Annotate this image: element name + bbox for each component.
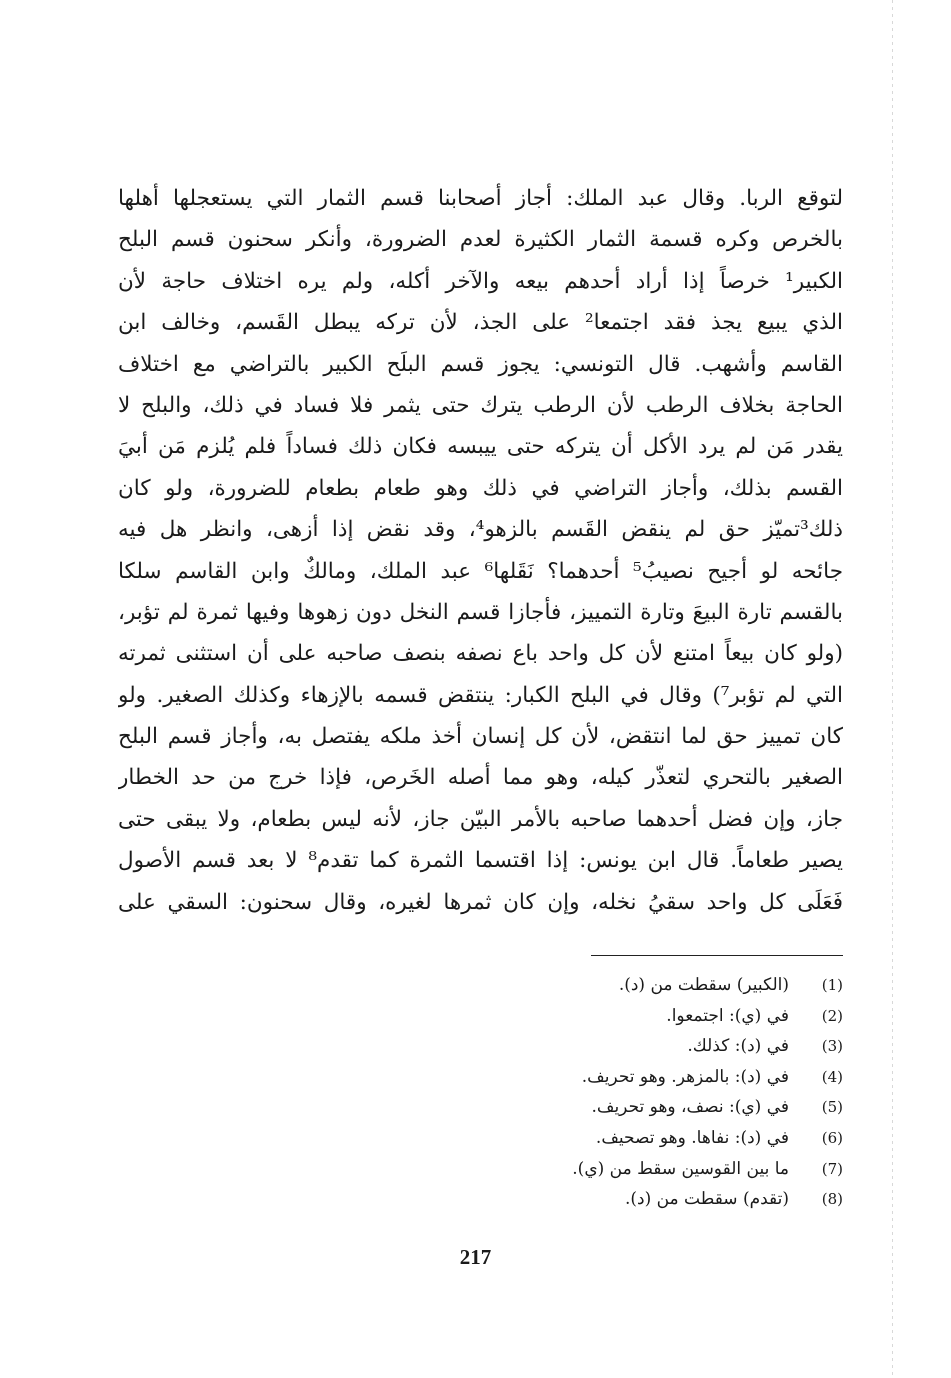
footnote-item bbox=[283, 1062, 843, 1093]
text-line: يصير طعاماً. قال ابن يونس: إذا اقتسما الثمرة كما تقدم⁸ لا بعد قسم الأصول bbox=[118, 848, 843, 874]
footnote-item bbox=[283, 1154, 843, 1185]
footnote-number: (5) bbox=[821, 1098, 843, 1117]
footnote-number: (2) bbox=[821, 1006, 843, 1025]
text-line: بالخرص وكره قسمة الثمار الكثيرة لعدم الضرورة، وأنكر سحنون قسم البلح bbox=[118, 227, 843, 253]
footnote-item bbox=[283, 1123, 843, 1154]
footnote-item bbox=[283, 1001, 843, 1032]
scan-gutter-line bbox=[892, 0, 893, 1378]
text-line: الذي يبيع يجذ فقد اجتمعا² على الجذ، لأن تركه يبطل القَسم، وخالف ابن bbox=[118, 310, 843, 336]
footnote-text: (الكبير) سقطت من (د). bbox=[618, 975, 789, 995]
footnote-number: (4) bbox=[821, 1067, 843, 1086]
footnote-text: في (د): بالمزهر. وهو تحريف. bbox=[581, 1066, 789, 1087]
footnote-text: ما بين القوسين سقط من (ي). bbox=[572, 1158, 789, 1179]
text-line: الصغير بالتحري لتعذّر كيله، وهو مما أصله الخَرص، فإذا خرج من حد الخطار bbox=[118, 765, 843, 791]
text-line: ذلك³تميّز حق لم ينقض القَسم بالزهو⁴، وقد نقض إذا أزهى، وانظر هل فيه bbox=[118, 517, 843, 543]
footnote-number: (6) bbox=[821, 1128, 843, 1147]
text-line: فَعَلَى كل واحد سقيُ نخله، وإن كان ثمرها لغيره، وقال سحنون: السقي على bbox=[118, 889, 843, 915]
text-line: الحاجة بخلاف الرطب لأن الرطب يترك حتى يثمر فلا فساد في ذلك، والبلح لا bbox=[118, 392, 843, 418]
footnote-number: (8) bbox=[821, 1190, 843, 1209]
text-line: القاسم وأشهب. قال التونسي: يجوز قسم البلَح الكبير بالتراضي مع اختلاف bbox=[118, 351, 843, 377]
text-line: جائحه لو أجيح نصيبُ⁵ أحدهما؟ نَقَلها⁶ عبد الملك، ومالكٌ وابن القاسم سلكا bbox=[118, 558, 843, 584]
text-line: يقدر مَن لم يرد الأكل أن يتركه حتى ييبسه فكان ذلك فساداً فلم يُلزم مَن أبيَ bbox=[118, 434, 843, 460]
text-line: لتوقع الربا. وقال عبد الملك: أجاز أصحابنا قسم الثمار التي يستعجلها أهلها bbox=[118, 186, 843, 211]
footnote-item bbox=[283, 970, 843, 1001]
footnote-text: (تقدم) سقطت من (د). bbox=[624, 1189, 789, 1210]
text-line: الكبير¹ خرصاً إذا أراد أحدهم بيعه والآخر أكله، ولم يره اختلاف حاجة لأن bbox=[118, 268, 843, 294]
footnote-number: (1) bbox=[821, 976, 843, 994]
text-line: التي لم تؤبر⁷) وقال في البلح الكبار: ينتقض قسمه بالإزهاء وكذلك الصغير. ولو bbox=[118, 682, 843, 708]
footnote-text: في (د): نفاها. وهو تصحيف. bbox=[595, 1127, 789, 1148]
footnote-text: في (د): كذلك. bbox=[687, 1036, 789, 1057]
footnote-text: في (ي): اجتمعوا. bbox=[666, 1005, 789, 1026]
footnote-item bbox=[283, 1092, 843, 1123]
text-line: جاز، وإن فضل أحدهما صاحبه بالأمر البيّن جاز، لأنه ليس بطعام، ولا يبقى حتى bbox=[118, 806, 843, 832]
footnotes-list bbox=[283, 970, 843, 1215]
footnote-text: في (ي): نصف، وهو تحريف. bbox=[591, 1097, 789, 1118]
footnote-item bbox=[283, 1031, 843, 1062]
footnote-item bbox=[283, 1184, 843, 1215]
text-line: القسم بذلك، وأجاز التراضي في ذلك وهو طعام بطعام للضرورة، ولو كان bbox=[118, 475, 843, 501]
footnote-separator bbox=[591, 955, 843, 956]
page-number: 217 bbox=[459, 1245, 492, 1269]
main-text-block bbox=[118, 178, 843, 923]
text-line: كان تمييز حق لما انتقض، لأن كل إنسان أخذ ملكه يفتصل به، وأجاز قسم البلح bbox=[118, 724, 843, 750]
text-line: (ولو كان بيعاً امتنع لأن كل واحد باع نصفه بنصف صاحبه على أن استثنى ثمرته bbox=[118, 641, 843, 667]
footnote-number: (3) bbox=[821, 1037, 843, 1056]
text-line: بالقسم تارة البيعَ وتارة التمييز، فأجازا قسم النخل دون زهوها وفيها ثمرة لم تؤبر، bbox=[118, 599, 843, 625]
footnote-number: (7) bbox=[821, 1159, 843, 1178]
